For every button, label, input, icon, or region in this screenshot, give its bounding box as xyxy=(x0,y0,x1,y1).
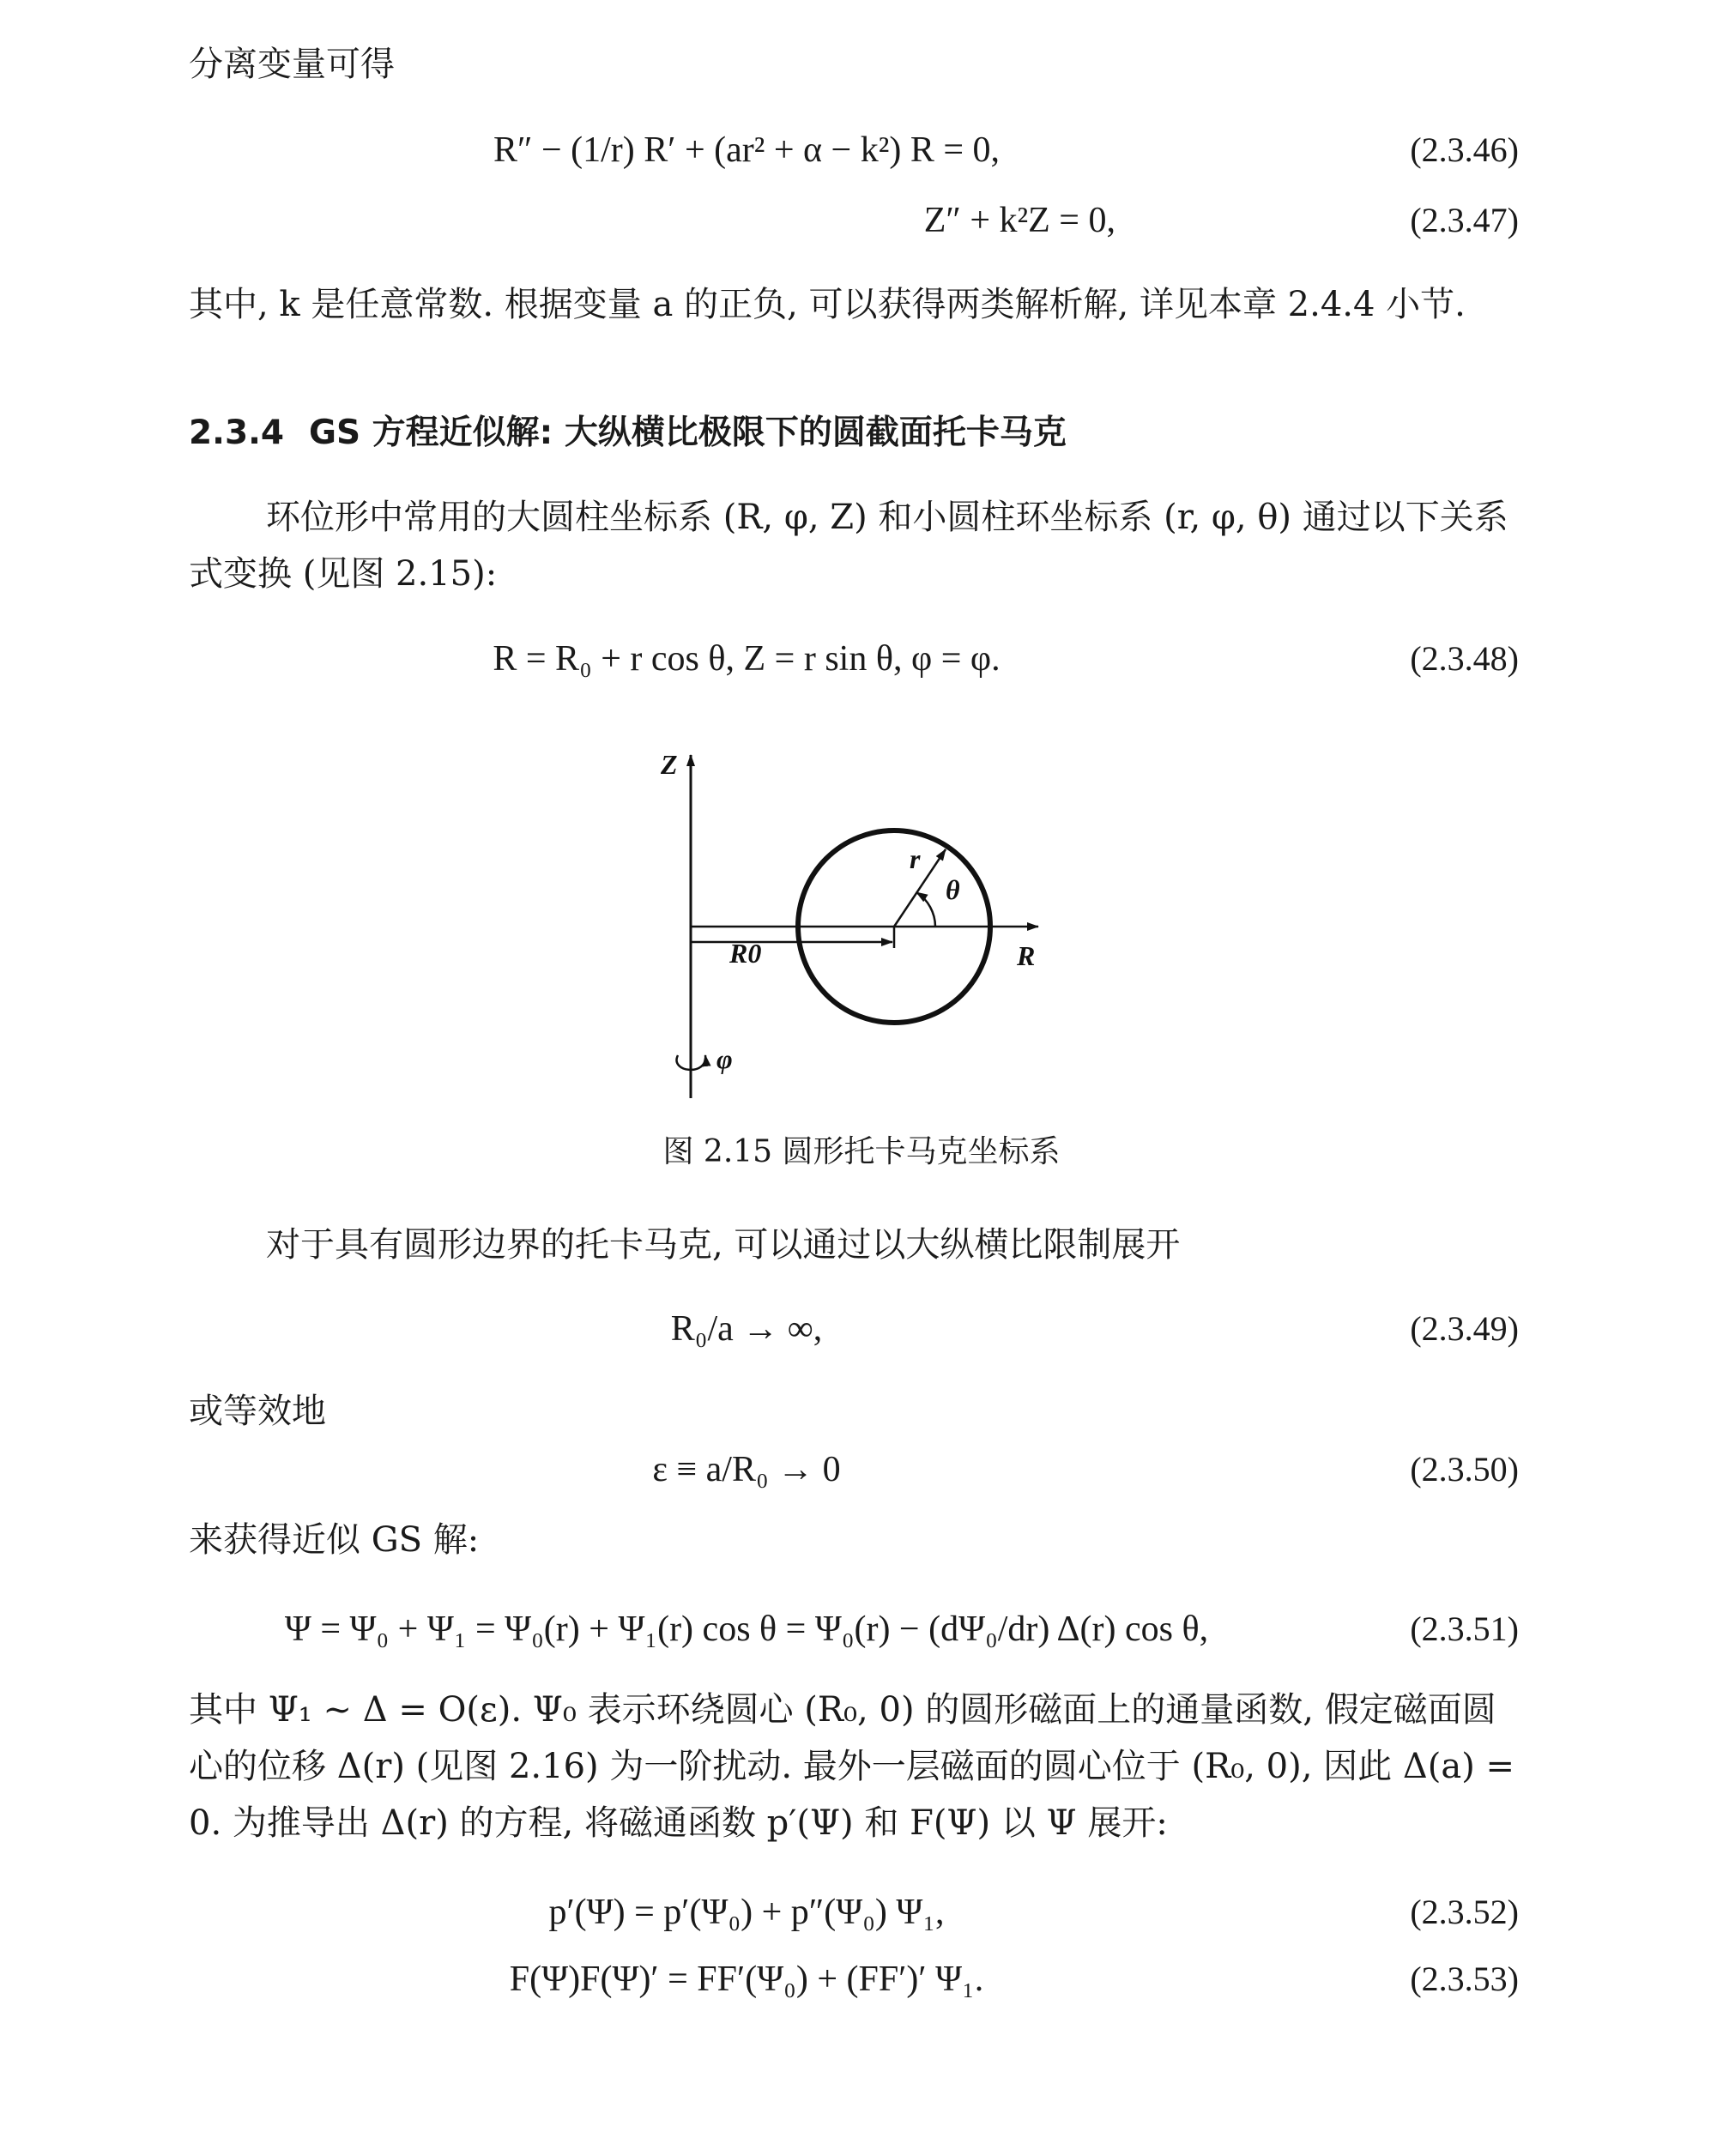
equation-2-3-53 xyxy=(189,1949,1519,2009)
equation-number: (2.3.48) xyxy=(1410,639,1519,678)
equation-body: Ψ = Ψ₀ + Ψ₁ = Ψ₀(r) + Ψ₁(r) cos θ = Ψ₀(r) − (dΨ₀/dr) Δ(r) cos θ, xyxy=(284,1609,1209,1649)
equation-2-3-52 xyxy=(189,1882,1519,1942)
equation-body: p′(Ψ) = p′(Ψ₀) + p″(Ψ₀) Ψ₁, xyxy=(548,1893,945,1932)
equation-2-3-48 xyxy=(189,629,1519,689)
equation-body: R = R₀ + r cos θ, Z = r sin θ, φ = φ. xyxy=(493,639,1001,679)
paragraph-equivalently: 或等效地 xyxy=(189,1392,326,1431)
section-number: 2.3.4 xyxy=(189,414,285,452)
equation-2-3-51 xyxy=(189,1599,1519,1659)
paragraph-coordinates: 环位形中常用的大圆柱坐标系 (R, φ, Z) 和小圆柱环坐标系 (r, φ, θ) 通过以下关系式变换 (见图 2.15): xyxy=(189,498,1508,594)
equation-number: (2.3.47) xyxy=(1410,201,1519,239)
equation-body: R″ − (1/r) R′ + (ar² + α − k²) R = 0, xyxy=(493,130,1001,170)
equation-number: (2.3.52) xyxy=(1410,1893,1519,1931)
paragraph-constant-k: 其中, k 是任意常数. 根据变量 a 的正负, 可以获得两类解析解, 详见本章 2.4.4 小节. xyxy=(189,285,1466,324)
paragraph-perturbation: 其中 Ψ₁ ~ Δ = O(ε). Ψ₀ 表示环绕圆心 (R₀, 0) 的圆形磁面上的通量函数, 假定磁面圆心的位移 Δ(r) (见图 2.16) 为一阶扰动. 最外一层磁面的圆心位于 (R₀, 0), 因此 Δ(a) = 0. 为推导出 Δ(r) 的方程, 将磁通函数 p′(Ψ) 和 F(Ψ) 以 Ψ 展开: xyxy=(189,1690,1515,1843)
equation-number: (2.3.49) xyxy=(1410,1309,1519,1348)
section-heading xyxy=(189,405,1519,462)
paragraph-gs-solution: 来获得近似 GS 解: xyxy=(189,1520,480,1560)
theta-arc xyxy=(916,892,935,927)
label-theta: θ xyxy=(946,874,960,905)
equation-body: Z″ + k²Z = 0, xyxy=(923,201,1115,240)
paragraph-intro: 分离变量可得 xyxy=(189,45,395,84)
equation-2-3-46 xyxy=(189,120,1519,180)
label-r0: R0 xyxy=(729,938,762,969)
label-phi: φ xyxy=(716,1043,733,1074)
equation-body: F(Ψ)F(Ψ)′ = FF′(Ψ₀) + (FF′)′ Ψ₁. xyxy=(509,1960,984,1999)
equation-2-3-47 xyxy=(189,190,1519,251)
equation-2-3-50 xyxy=(189,1440,1519,1500)
equation-body: R₀/a → ∞, xyxy=(670,1309,823,1349)
label-r-small: r xyxy=(910,843,921,874)
equation-number: (2.3.53) xyxy=(1410,1960,1519,1998)
figure-caption: 图 2.15 圆形托卡马克坐标系 xyxy=(662,1134,1061,1169)
equation-number: (2.3.51) xyxy=(1410,1609,1519,1648)
equation-body: ε ≡ a/R₀ → 0 xyxy=(652,1450,841,1489)
equation-number: (2.3.46) xyxy=(1410,130,1519,169)
equation-number: (2.3.50) xyxy=(1410,1450,1519,1489)
section-title: GS 方程近似解: 大纵横比极限下的圆截面托卡马克 xyxy=(309,414,1067,452)
figure-tokamak-coordinates xyxy=(626,738,1107,1132)
equation-2-3-49 xyxy=(189,1299,1519,1359)
label-r-axis: R xyxy=(1017,940,1036,971)
label-z: Z xyxy=(661,749,678,780)
paragraph-tokamak-expansion: 对于具有圆形边界的托卡马克, 可以通过以大纵横比限制展开 xyxy=(266,1225,1181,1265)
